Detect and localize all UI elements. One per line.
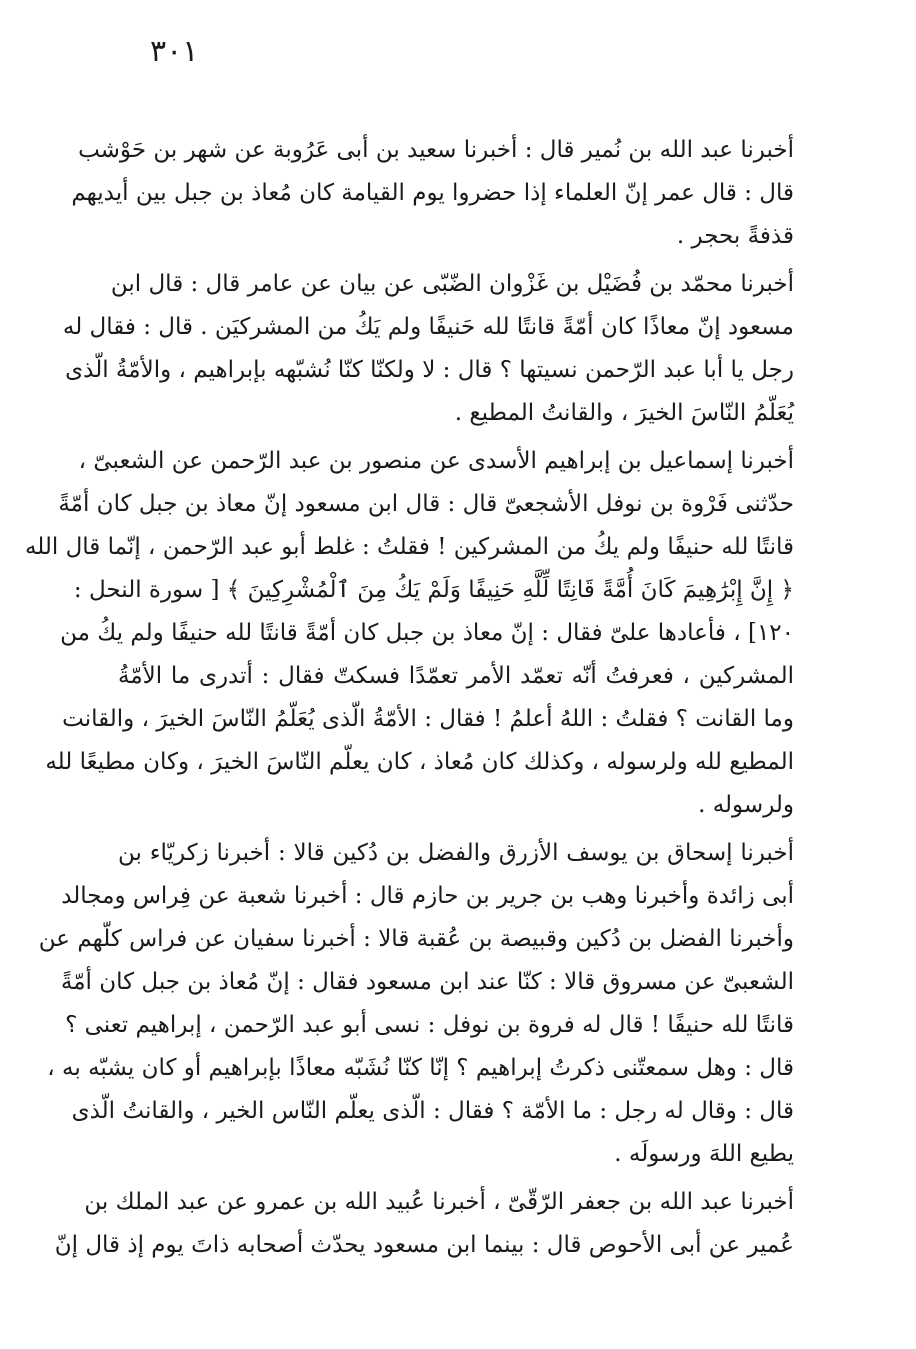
text-line: أخبرنا عبد الله بن نُمير قال : أخبرنا سعيد بن أبى عَرُوبة عن شهر بن حَوْشب (78, 137, 794, 163)
text-line: مسعود إنّ معاذًا كان أمّةً قانتًا لله حَنيفًا ولم يَكُ من المشركيَن . قال : فقال له (62, 314, 794, 340)
text-line: يُعَلّمُ النّاسَ الخيرَ ، والقانتُ المطيع . (454, 400, 794, 426)
text-line: وما القانت ؟ فقلتُ : اللهُ أعلمُ ! فقال : الأمّةُ الّذى يُعَلّمُ النّاسَ الخيرَ ، والقانت (62, 706, 794, 732)
text-line: أخبرنا إسماعيل بن إبراهيم الأسدى عن منصور بن عبد الرّحمن عن الشعبىّ ، (78, 448, 794, 474)
text-line: الشعبىّ عن مسروق قالا : كنّا عند ابن مسعود فقال : إنّ مُعاذ بن جبل كان أمّةً (60, 969, 794, 995)
text-line: ١٢٠] ، فأعادها علىّ فقال : إنّ معاذ بن جبل كان أمّةً قانتًا لله حنيفًا ولم يكُ من (60, 620, 794, 646)
text-line: أخبرنا إسحاق بن يوسف الأزرق والفضل بن دُكين قالا : أخبرنا زكريّاء بن (118, 840, 794, 866)
text-line: يطيع اللهَ ورسولَه . (614, 1141, 794, 1167)
text-line: حدّثنى فَرْوة بن نوفل الأشجعىّ قال : قال ابن مسعود إنّ معاذ بن جبل كان أمّةً (58, 491, 794, 517)
text-line: قذفةً بحجر . (676, 223, 794, 249)
text-line: قال : قال عمر إنّ العلماء إذا حضروا يوم القيامة كان مُعاذ بن جبل بين أيديهم (71, 180, 794, 206)
text-line: وأخبرنا الفضل بن دُكين وقبيصة بن عُقبة قالا : أخبرنا سفيان عن فراس كلّهم عن (38, 926, 794, 952)
quran-verse-line: ﴿ إِنَّ إِبْرَٰهِيمَ كَانَ أُمَّةً قَانِتًا لِّلَّهِ حَنِيفًا وَلَمْ يَكُ مِنَ ٱلْمُشْرِكِينَ ﴾ [ سورة النحل : (73, 577, 794, 603)
text-line: قانتًا لله حنيفًا ! قال له فروة بن نوفل : نسى أبو عبد الرّحمن ، إبراهيم تعنى ؟ (65, 1012, 794, 1038)
text-line: قال : وهل سمعتّنى ذكرتُ إبراهيم ؟ إنّا كنّا نُشَبّه معاذًا بإبراهيم أو كان يشبّه به ، (47, 1055, 794, 1081)
text-line: رجل يا أبا عبد الرّحمن نسيتها ؟ قال : لا ولكنّا كنّا نُشبّهه بإبراهيم ، والأمّةُ الّذى (65, 357, 794, 383)
text-line: المطيع لله ولرسوله ، وكذلك كان مُعاذ ، كان يعلّم النّاسَ الخيرَ ، وكان مطيعًا لله (45, 749, 794, 775)
text-line: عُمير عن أبى الأحوص قال : بينما ابن مسعود يحدّث أصحابه ذاتَ يوم إذ قال إنّ (54, 1232, 794, 1258)
text-line: أبى زائدة وأخبرنا وهب بن جرير بن حازم قال : أخبرنا شعبة عن فِراس ومجالد (61, 883, 794, 909)
text-line: المشركين ، فعرفتُ أنّه تعمّد الأمر تعمّدًا فسكتّ فقال : أتدرى ما الأمّةُ (118, 663, 794, 689)
text-line: أخبرنا محمّد بن فُضَيْل بن غَزْوان الضّبّى عن بيان عن عامر قال : قال ابن (110, 271, 794, 297)
text-line: قال : وقال له رجل : ما الأمّة ؟ فقال : الّذى يعلّم النّاس الخير ، والقانتُ الّذى (71, 1098, 794, 1124)
text-line: ولرسوله . (698, 792, 794, 818)
text-line: أخبرنا عبد الله بن جعفر الرّقّىّ ، أخبرنا عُبيد الله بن عمرو عن عبد الملك بن (84, 1189, 794, 1215)
text-line: قانتًا لله حنيفًا ولم يكُ من المشركين ! فقلتُ : غلط أبو عبد الرّحمن ، إنّما قال الله (24, 534, 794, 560)
page-number: ٣٠١ (150, 34, 199, 69)
